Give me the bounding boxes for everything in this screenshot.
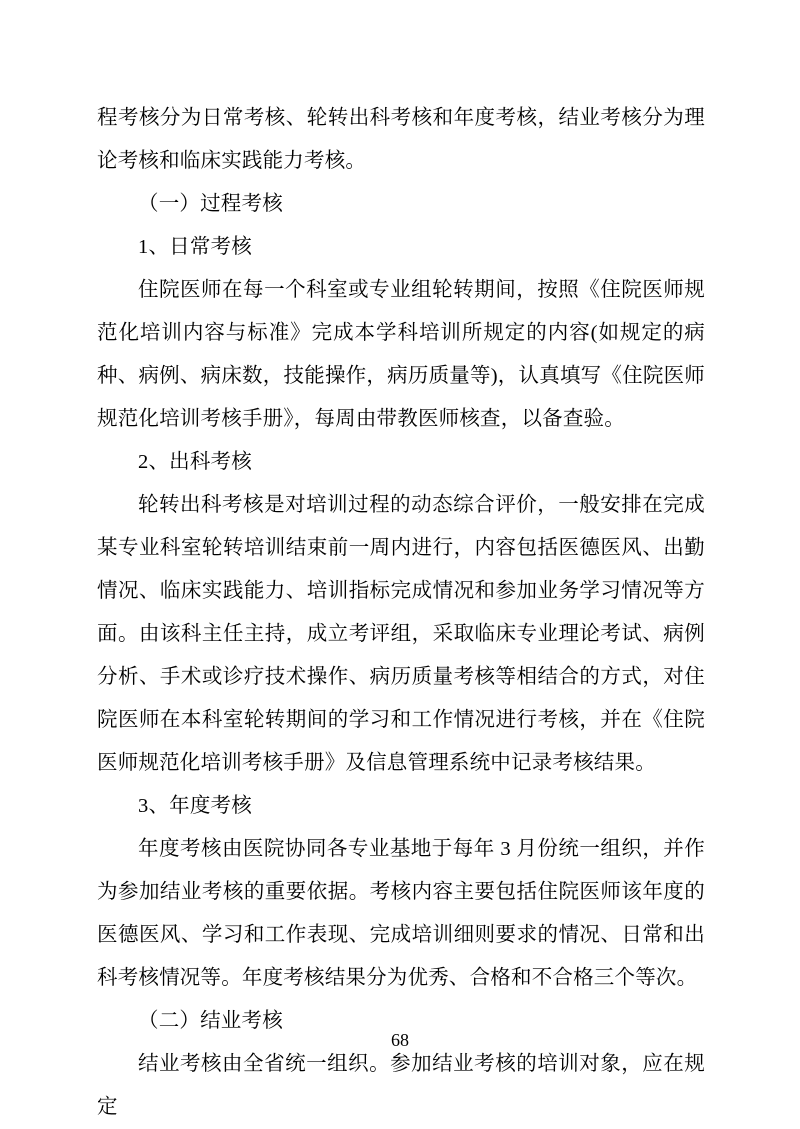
page-body — [97, 97, 705, 1129]
paragraph: （二）结业考核 — [138, 1010, 283, 1032]
paragraph: 2、出科考核 — [138, 451, 252, 473]
paragraph: 结业考核由全省统一组织。参加结业考核的培训对象，应在规定 — [97, 1053, 705, 1118]
paragraph: 轮转出科考核是对培训过程的动态综合评价，一般安排在完成某专业科室轮转培训结束前一周内进行，内容包括医德医风、出勤情况、临床实践能力、培训指标完成情况和参加业务学习情况等方面。由该科主任主持，成立考评组，采取临床专业理论考试、病例分析、手术或诊疗技术操作、病历质量考核等相结合的方式，对住院医师在本科室轮转期间的学习和工作情况进行考核，并在《住院医师规范化培训考核手册》及信息管理系统中记录考核结果。 — [97, 494, 705, 774]
paragraph: 住院医师在每一个科室或专业组轮转期间，按照《住院医师规范化培训内容与标准》完成本学科培训所规定的内容(如规定的病种、病例、病床数，技能操作，病历质量等)，认真填写《住院医师规范化培训考核手册》，每周由带教医师核查，以备查验。 — [97, 279, 705, 430]
paragraph: （一）过程考核 — [138, 193, 283, 215]
paragraph: 程考核分为日常考核、轮转出科考核和年度考核，结业考核分为理论考核和临床实践能力考核。 — [97, 107, 705, 172]
paragraph: 年度考核由医院协同各专业基地于每年 3 月份统一组织，并作为参加结业考核的重要依据。考核内容主要包括住院医师该年度的医德医风、学习和工作表现、完成培训细则要求的情况、日常和出科考核情况等。年度考核结果分为优秀、合格和不合格三个等次。 — [97, 838, 705, 989]
paragraph: 3、年度考核 — [138, 795, 252, 817]
paragraph: 1、日常考核 — [138, 236, 252, 258]
page-number: 68 — [391, 1030, 409, 1050]
